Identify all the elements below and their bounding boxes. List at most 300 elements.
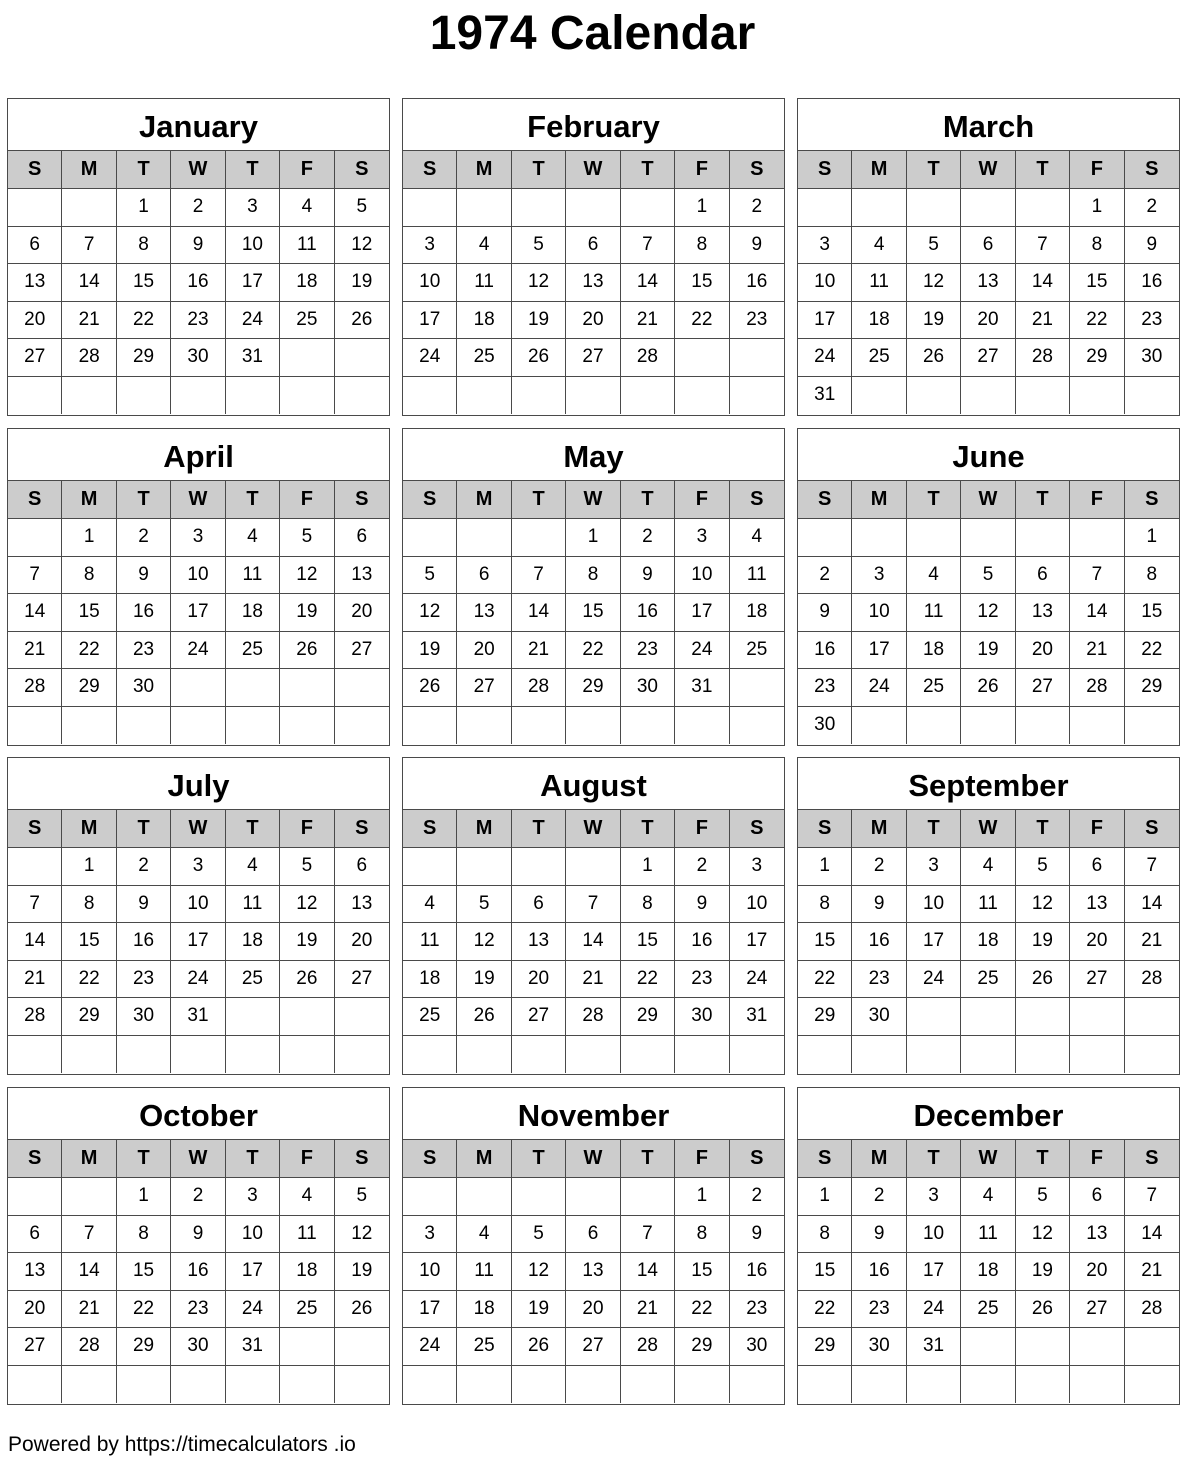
weekday-header: T: [512, 481, 566, 519]
day-cell: 12: [907, 264, 961, 302]
weekday-header: T: [117, 151, 171, 189]
month-days-grid: [798, 151, 1179, 414]
day-cell: 26: [1016, 1291, 1070, 1329]
day-cell: 1: [117, 189, 171, 227]
empty-day-cell: [1016, 377, 1070, 415]
day-cell: 4: [226, 848, 280, 886]
empty-day-cell: [226, 669, 280, 707]
day-cell: 9: [117, 886, 171, 924]
day-cell: 15: [1070, 264, 1124, 302]
day-cell: 3: [798, 227, 852, 265]
empty-day-cell: [403, 189, 457, 227]
day-cell: 14: [8, 594, 62, 632]
day-cell: 2: [730, 1178, 784, 1216]
day-cell: 31: [226, 339, 280, 377]
day-cell: 27: [961, 339, 1015, 377]
day-cell: 31: [907, 1328, 961, 1366]
weekday-header: S: [8, 481, 62, 519]
day-cell: 12: [280, 557, 334, 595]
month-days-grid: [403, 1140, 784, 1403]
empty-day-cell: [852, 189, 906, 227]
day-cell: 7: [621, 227, 675, 265]
day-cell: 10: [730, 886, 784, 924]
month-title: January: [8, 99, 389, 151]
day-cell: 11: [730, 557, 784, 595]
day-cell: 4: [280, 1178, 334, 1216]
empty-day-cell: [1016, 519, 1070, 557]
day-cell: 27: [8, 1328, 62, 1366]
empty-day-cell: [403, 1036, 457, 1074]
day-cell: 20: [566, 1291, 620, 1329]
day-cell: 2: [730, 189, 784, 227]
month-june: [797, 428, 1180, 746]
day-cell: 30: [117, 998, 171, 1036]
day-cell: 27: [1070, 961, 1124, 999]
weekday-header: F: [675, 1140, 729, 1178]
empty-day-cell: [1125, 707, 1179, 745]
day-cell: 21: [1070, 632, 1124, 670]
weekday-header: S: [1125, 481, 1179, 519]
empty-day-cell: [8, 707, 62, 745]
day-cell: 29: [62, 669, 116, 707]
month-july: [7, 757, 390, 1075]
empty-day-cell: [280, 998, 334, 1036]
day-cell: 4: [852, 227, 906, 265]
day-cell: 30: [171, 1328, 225, 1366]
empty-day-cell: [280, 1366, 334, 1404]
day-cell: 28: [8, 998, 62, 1036]
weekday-header: M: [62, 810, 116, 848]
weekday-header: T: [1016, 1140, 1070, 1178]
day-cell: 25: [457, 1328, 511, 1366]
day-cell: 15: [675, 1253, 729, 1291]
month-january: [7, 98, 390, 416]
empty-day-cell: [852, 707, 906, 745]
day-cell: 14: [621, 1253, 675, 1291]
empty-day-cell: [961, 519, 1015, 557]
day-cell: 10: [171, 886, 225, 924]
day-cell: 12: [961, 594, 1015, 632]
month-title: March: [798, 99, 1179, 151]
day-cell: 4: [457, 1216, 511, 1254]
empty-day-cell: [1125, 998, 1179, 1036]
day-cell: 17: [226, 1253, 280, 1291]
day-cell: 6: [335, 519, 389, 557]
day-cell: 24: [403, 339, 457, 377]
day-cell: 9: [852, 886, 906, 924]
day-cell: 15: [1125, 594, 1179, 632]
day-cell: 10: [852, 594, 906, 632]
day-cell: 21: [512, 632, 566, 670]
day-cell: 21: [8, 632, 62, 670]
day-cell: 28: [8, 669, 62, 707]
day-cell: 11: [457, 1253, 511, 1291]
day-cell: 23: [171, 302, 225, 340]
day-cell: 21: [1125, 1253, 1179, 1291]
weekday-header: W: [961, 1140, 1015, 1178]
day-cell: 2: [852, 1178, 906, 1216]
day-cell: 14: [1016, 264, 1070, 302]
day-cell: 11: [280, 1216, 334, 1254]
month-days-grid: [8, 151, 389, 414]
day-cell: 17: [907, 923, 961, 961]
day-cell: 27: [566, 1328, 620, 1366]
empty-day-cell: [117, 1366, 171, 1404]
day-cell: 15: [798, 923, 852, 961]
weekday-header: W: [171, 151, 225, 189]
day-cell: 4: [226, 519, 280, 557]
day-cell: 26: [335, 302, 389, 340]
day-cell: 19: [1016, 1253, 1070, 1291]
day-cell: 10: [403, 1253, 457, 1291]
day-cell: 16: [171, 1253, 225, 1291]
day-cell: 28: [566, 998, 620, 1036]
day-cell: 9: [621, 557, 675, 595]
day-cell: 2: [798, 557, 852, 595]
day-cell: 5: [961, 557, 1015, 595]
day-cell: 5: [280, 848, 334, 886]
weekday-header: T: [621, 810, 675, 848]
day-cell: 27: [1016, 669, 1070, 707]
day-cell: 6: [512, 886, 566, 924]
day-cell: 15: [62, 923, 116, 961]
day-cell: 24: [907, 1291, 961, 1329]
weekday-header: T: [621, 1140, 675, 1178]
day-cell: 26: [961, 669, 1015, 707]
day-cell: 17: [226, 264, 280, 302]
empty-day-cell: [8, 519, 62, 557]
day-cell: 17: [730, 923, 784, 961]
day-cell: 16: [730, 264, 784, 302]
day-cell: 5: [512, 1216, 566, 1254]
month-days-grid: [798, 1140, 1179, 1403]
day-cell: 9: [171, 227, 225, 265]
day-cell: 11: [226, 886, 280, 924]
empty-day-cell: [226, 1036, 280, 1074]
day-cell: 5: [907, 227, 961, 265]
day-cell: 23: [852, 1291, 906, 1329]
empty-day-cell: [961, 1036, 1015, 1074]
empty-day-cell: [512, 848, 566, 886]
weekday-header: S: [403, 151, 457, 189]
day-cell: 8: [675, 227, 729, 265]
day-cell: 16: [730, 1253, 784, 1291]
day-cell: 28: [62, 339, 116, 377]
empty-day-cell: [798, 519, 852, 557]
day-cell: 12: [1016, 886, 1070, 924]
weekday-header: W: [171, 1140, 225, 1178]
weekday-header: S: [403, 810, 457, 848]
day-cell: 30: [798, 707, 852, 745]
day-cell: 4: [280, 189, 334, 227]
day-cell: 18: [280, 1253, 334, 1291]
weekday-header: S: [335, 810, 389, 848]
empty-day-cell: [403, 377, 457, 415]
weekday-header: S: [1125, 810, 1179, 848]
month-title: February: [403, 99, 784, 151]
empty-day-cell: [566, 1036, 620, 1074]
empty-day-cell: [798, 189, 852, 227]
day-cell: 19: [457, 961, 511, 999]
weekday-header: F: [280, 151, 334, 189]
day-cell: 12: [403, 594, 457, 632]
empty-day-cell: [512, 519, 566, 557]
weekday-header: W: [171, 810, 225, 848]
empty-day-cell: [512, 1036, 566, 1074]
empty-day-cell: [1125, 1036, 1179, 1074]
day-cell: 9: [675, 886, 729, 924]
weekday-header: T: [117, 481, 171, 519]
month-title: December: [798, 1088, 1179, 1140]
day-cell: 23: [117, 961, 171, 999]
empty-day-cell: [675, 1036, 729, 1074]
day-cell: 19: [335, 1253, 389, 1291]
day-cell: 19: [335, 264, 389, 302]
day-cell: 8: [117, 227, 171, 265]
empty-day-cell: [62, 377, 116, 415]
day-cell: 4: [907, 557, 961, 595]
day-cell: 28: [1016, 339, 1070, 377]
day-cell: 18: [403, 961, 457, 999]
day-cell: 22: [1070, 302, 1124, 340]
empty-day-cell: [117, 1036, 171, 1074]
day-cell: 19: [1016, 923, 1070, 961]
day-cell: 2: [621, 519, 675, 557]
day-cell: 14: [512, 594, 566, 632]
day-cell: 20: [457, 632, 511, 670]
day-cell: 7: [1070, 557, 1124, 595]
day-cell: 20: [566, 302, 620, 340]
empty-day-cell: [226, 998, 280, 1036]
day-cell: 22: [117, 302, 171, 340]
day-cell: 31: [675, 669, 729, 707]
day-cell: 13: [1070, 886, 1124, 924]
day-cell: 3: [852, 557, 906, 595]
empty-day-cell: [1070, 1328, 1124, 1366]
empty-day-cell: [457, 848, 511, 886]
day-cell: 9: [1125, 227, 1179, 265]
weekday-header: F: [280, 810, 334, 848]
empty-day-cell: [226, 377, 280, 415]
day-cell: 28: [512, 669, 566, 707]
day-cell: 6: [566, 227, 620, 265]
day-cell: 4: [961, 1178, 1015, 1216]
empty-day-cell: [566, 189, 620, 227]
weekday-header: T: [621, 481, 675, 519]
day-cell: 25: [852, 339, 906, 377]
day-cell: 20: [335, 923, 389, 961]
day-cell: 21: [621, 1291, 675, 1329]
month-days-grid: [403, 151, 784, 414]
day-cell: 26: [335, 1291, 389, 1329]
empty-day-cell: [171, 669, 225, 707]
day-cell: 16: [852, 1253, 906, 1291]
day-cell: 19: [280, 594, 334, 632]
day-cell: 12: [335, 227, 389, 265]
day-cell: 16: [621, 594, 675, 632]
day-cell: 23: [117, 632, 171, 670]
weekday-header: F: [1070, 810, 1124, 848]
day-cell: 31: [730, 998, 784, 1036]
weekday-header: T: [907, 151, 961, 189]
weekday-header: S: [730, 1140, 784, 1178]
day-cell: 8: [566, 557, 620, 595]
day-cell: 30: [675, 998, 729, 1036]
day-cell: 2: [117, 519, 171, 557]
day-cell: 23: [852, 961, 906, 999]
day-cell: 13: [8, 1253, 62, 1291]
empty-day-cell: [961, 377, 1015, 415]
weekday-header: M: [852, 481, 906, 519]
day-cell: 29: [1125, 669, 1179, 707]
empty-day-cell: [621, 707, 675, 745]
day-cell: 19: [280, 923, 334, 961]
weekday-header: F: [1070, 151, 1124, 189]
day-cell: 5: [280, 519, 334, 557]
day-cell: 13: [1070, 1216, 1124, 1254]
empty-day-cell: [1070, 1366, 1124, 1404]
day-cell: 8: [1125, 557, 1179, 595]
empty-day-cell: [1016, 1328, 1070, 1366]
weekday-header: T: [621, 151, 675, 189]
empty-day-cell: [730, 377, 784, 415]
empty-day-cell: [907, 377, 961, 415]
day-cell: 6: [1016, 557, 1070, 595]
day-cell: 6: [335, 848, 389, 886]
empty-day-cell: [907, 519, 961, 557]
day-cell: 20: [961, 302, 1015, 340]
day-cell: 29: [798, 1328, 852, 1366]
empty-day-cell: [117, 707, 171, 745]
day-cell: 8: [675, 1216, 729, 1254]
day-cell: 14: [621, 264, 675, 302]
day-cell: 20: [335, 594, 389, 632]
day-cell: 19: [961, 632, 1015, 670]
day-cell: 17: [675, 594, 729, 632]
empty-day-cell: [335, 377, 389, 415]
day-cell: 14: [1125, 886, 1179, 924]
weekday-header: F: [280, 481, 334, 519]
day-cell: 1: [798, 1178, 852, 1216]
day-cell: 30: [852, 1328, 906, 1366]
day-cell: 27: [1070, 1291, 1124, 1329]
day-cell: 11: [403, 923, 457, 961]
day-cell: 5: [457, 886, 511, 924]
empty-day-cell: [335, 1328, 389, 1366]
empty-day-cell: [907, 1366, 961, 1404]
empty-day-cell: [512, 1366, 566, 1404]
day-cell: 30: [171, 339, 225, 377]
day-cell: 12: [457, 923, 511, 961]
month-title: July: [8, 758, 389, 810]
day-cell: 12: [512, 1253, 566, 1291]
day-cell: 4: [403, 886, 457, 924]
month-september: [797, 757, 1180, 1075]
day-cell: 17: [171, 923, 225, 961]
day-cell: 5: [1016, 848, 1070, 886]
empty-day-cell: [171, 1036, 225, 1074]
footer-credit: Powered by https://timecalculators .io: [8, 1433, 356, 1456]
empty-day-cell: [1125, 1328, 1179, 1366]
empty-day-cell: [621, 377, 675, 415]
day-cell: 23: [730, 302, 784, 340]
day-cell: 24: [798, 339, 852, 377]
day-cell: 6: [1070, 1178, 1124, 1216]
empty-day-cell: [907, 189, 961, 227]
day-cell: 14: [62, 264, 116, 302]
empty-day-cell: [675, 707, 729, 745]
empty-day-cell: [675, 1366, 729, 1404]
weekday-header: S: [798, 481, 852, 519]
weekday-header: F: [675, 810, 729, 848]
empty-day-cell: [621, 189, 675, 227]
day-cell: 30: [1125, 339, 1179, 377]
day-cell: 28: [1070, 669, 1124, 707]
day-cell: 13: [8, 264, 62, 302]
day-cell: 26: [907, 339, 961, 377]
day-cell: 15: [675, 264, 729, 302]
empty-day-cell: [457, 519, 511, 557]
day-cell: 23: [675, 961, 729, 999]
empty-day-cell: [335, 707, 389, 745]
day-cell: 24: [226, 1291, 280, 1329]
day-cell: 8: [798, 1216, 852, 1254]
empty-day-cell: [335, 669, 389, 707]
day-cell: 18: [280, 264, 334, 302]
day-cell: 18: [226, 594, 280, 632]
day-cell: 1: [1125, 519, 1179, 557]
month-title: June: [798, 429, 1179, 481]
day-cell: 1: [675, 189, 729, 227]
day-cell: 3: [675, 519, 729, 557]
day-cell: 6: [961, 227, 1015, 265]
day-cell: 14: [1070, 594, 1124, 632]
day-cell: 24: [852, 669, 906, 707]
day-cell: 3: [403, 227, 457, 265]
day-cell: 29: [62, 998, 116, 1036]
day-cell: 10: [798, 264, 852, 302]
weekday-header: T: [1016, 151, 1070, 189]
weekday-header: S: [335, 151, 389, 189]
empty-day-cell: [226, 707, 280, 745]
day-cell: 22: [675, 1291, 729, 1329]
weekday-header: M: [457, 810, 511, 848]
empty-day-cell: [1016, 707, 1070, 745]
weekday-header: S: [403, 1140, 457, 1178]
month-october: [7, 1087, 390, 1405]
empty-day-cell: [1070, 1036, 1124, 1074]
weekday-header: S: [798, 151, 852, 189]
day-cell: 14: [8, 923, 62, 961]
day-cell: 21: [62, 1291, 116, 1329]
empty-day-cell: [1070, 998, 1124, 1036]
day-cell: 3: [730, 848, 784, 886]
weekday-header: W: [566, 810, 620, 848]
empty-day-cell: [675, 377, 729, 415]
day-cell: 19: [907, 302, 961, 340]
day-cell: 24: [226, 302, 280, 340]
empty-day-cell: [62, 1036, 116, 1074]
day-cell: 6: [8, 227, 62, 265]
day-cell: 30: [852, 998, 906, 1036]
day-cell: 25: [457, 339, 511, 377]
month-march: [797, 98, 1180, 416]
day-cell: 28: [1125, 961, 1179, 999]
day-cell: 14: [62, 1253, 116, 1291]
empty-day-cell: [621, 1036, 675, 1074]
empty-day-cell: [171, 707, 225, 745]
day-cell: 6: [8, 1216, 62, 1254]
